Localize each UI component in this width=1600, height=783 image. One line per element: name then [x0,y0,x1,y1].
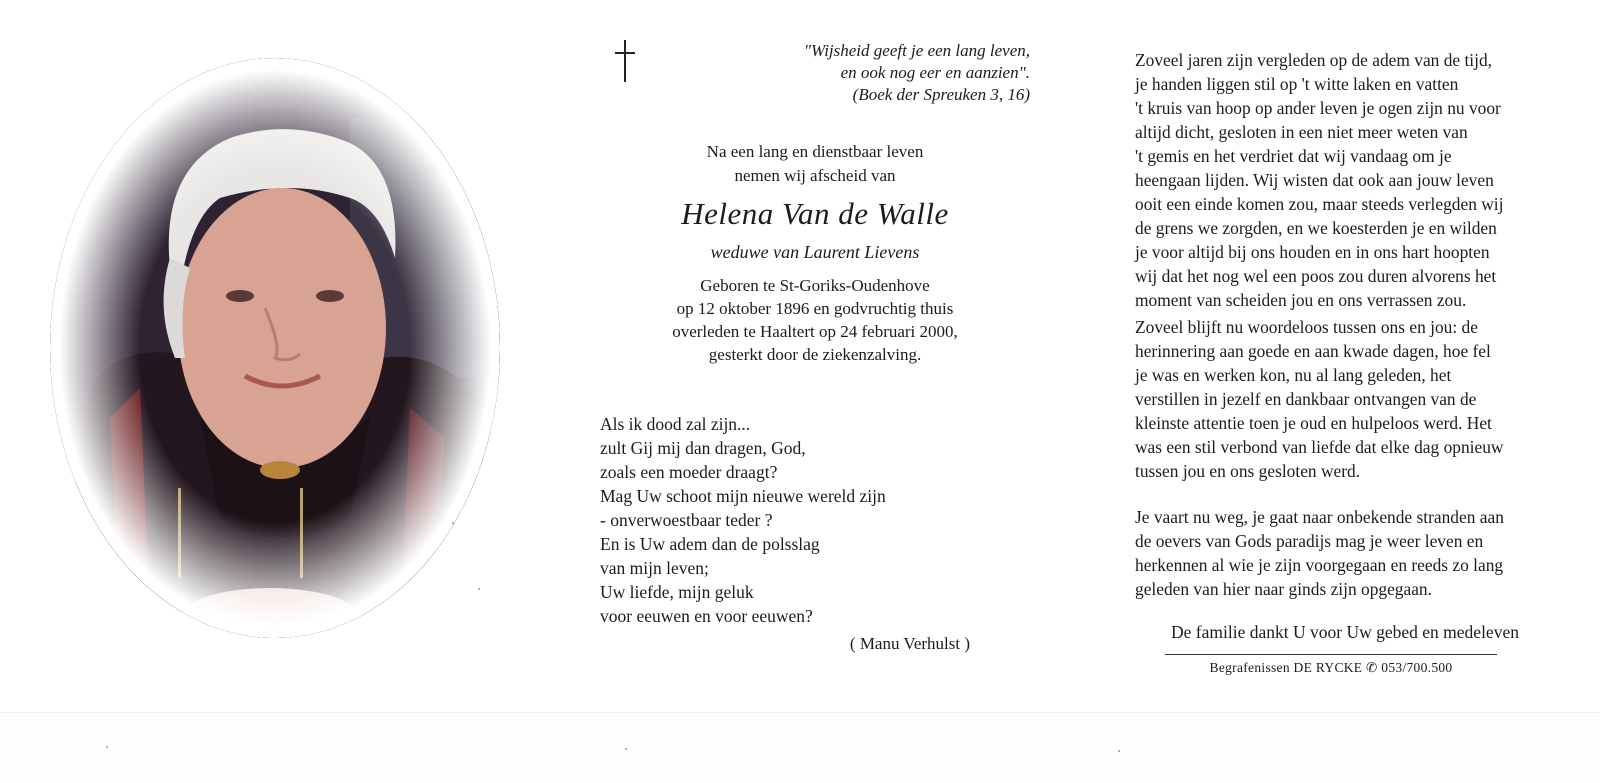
poem-line: En is Uw adem dan de polsslag [600,534,820,554]
quote-source: (Boek der Spreuken 3, 16) [852,85,1030,104]
quote-line: en ook nog eer en aanzien". [840,63,1030,82]
prose-line: 't kruis van hoop op ander leven je ogen zijn nu voor [1135,98,1501,118]
photo-vignette [50,58,500,638]
poem-line: van mijn leven; [600,558,709,578]
bible-quote [700,40,1030,106]
prose-line: kleinste attentie toen je oud en hulpeloos werd. Het [1135,413,1492,433]
intro-line: nemen wij afscheid van [734,166,896,185]
scan-speck [1118,750,1120,752]
scan-speck [452,522,454,524]
poem [600,412,980,628]
prose-line: heengaan lijden. Wij wisten dat ook aan jouw leven [1135,170,1494,190]
prose-line: de oevers van Gods paradijs mag je weer leven en [1135,531,1484,551]
scan-speck [106,746,108,748]
poem-line: Uw liefde, mijn geluk [600,582,754,602]
scan-speck [625,748,627,750]
prose-line: was een stil verbond van liefde dat elke dag opnieuw [1135,437,1504,457]
deceased-name: Helena Van de Walle [681,196,949,231]
poem-author: ( Manu Verhulst ) [849,634,970,653]
intro-line: Na een lang en dienstbaar leven [706,142,924,161]
prose-line: je handen liggen stil op 't witte laken en vatten [1135,74,1459,94]
quote-line: "Wijsheid geeft je een lang leven, [803,41,1030,60]
prose-line: 't gemis en het verdriet dat wij vandaag om je [1135,146,1452,166]
poem-line: - onverwoestbaar teder ? [600,510,773,530]
poem-line: Als ik dood zal zijn... [600,414,751,434]
prose-line: geleden van hier naar ginds zijn opgegaan. [1135,579,1432,599]
prose-line: je was en werken kon, nu al lang geleden, het [1135,365,1452,385]
birth-death-details [600,274,1030,366]
widow-line: weduwe van Laurent Lievens [710,242,920,262]
prose-line: je voor altijd bij ons houden en in ons hart hoopten [1135,242,1490,262]
intro-text [600,140,1030,188]
detail-line: gesterkt door de ziekenzalving. [708,345,922,364]
prose-line: wij dat het nog wel een poos zou duren alvorens het [1135,266,1497,286]
prose-line: tussen jou en ons gesloten werd. [1135,461,1361,481]
poem-line: zoals een moeder draagt? [600,462,778,482]
prose-line: Zoveel jaren zijn vergleden op de adem van de tijd, [1135,50,1493,70]
detail-line: overleden te Haaltert op 24 februari 2000, [672,322,958,341]
family-thanks: De familie dankt U voor Uw gebed en medeleven [1171,622,1519,642]
poem-line: voor eeuwen en voor eeuwen? [600,606,813,626]
prose-paragraph-2 [1135,315,1575,483]
portrait-photo-icon [50,58,500,638]
prose-line: altijd dicht, gesloten in een niet meer weten van [1135,122,1468,142]
divider [1165,654,1497,655]
prose-line: verstillen in jezelf en dankbaar ontvangen van de [1135,389,1477,409]
prose-line: ooit een einde komen zou, maar steeds verlegden wij [1135,194,1504,214]
prose-paragraph-1 [1135,48,1575,312]
funeral-home-info: Begrafenissen DE RYCKE ✆ 053/700.500 [1209,660,1453,675]
scan-speck [478,588,480,590]
poem-line: Mag Uw schoot mijn nieuwe wereld zijn [600,486,886,506]
detail-line: op 12 oktober 1896 en godvruchtig thuis [676,299,954,318]
prose-line: de grens we zorgden, en we koesterden je en wilden [1135,218,1497,238]
prose-line: Zoveel blijft nu woordeloos tussen ons en jou: de [1135,317,1478,337]
poem-line: zult Gij mij dan dragen, God, [600,438,806,458]
detail-line: Geboren te St-Goriks-Oudenhove [700,276,930,295]
prose-line: herinnering aan goede en aan kwade dagen, hoe fel [1135,341,1491,361]
cross-icon [623,40,627,82]
prose-paragraph-3 [1135,505,1575,601]
prose-line: moment van scheiden jou en ons verrassen zou. [1135,290,1467,310]
prose-line: Je vaart nu weg, je gaat naar onbekende stranden aan [1135,507,1504,527]
prose-line: herkennen al wie je zijn voorgegaan en reeds zo lang [1135,555,1504,575]
